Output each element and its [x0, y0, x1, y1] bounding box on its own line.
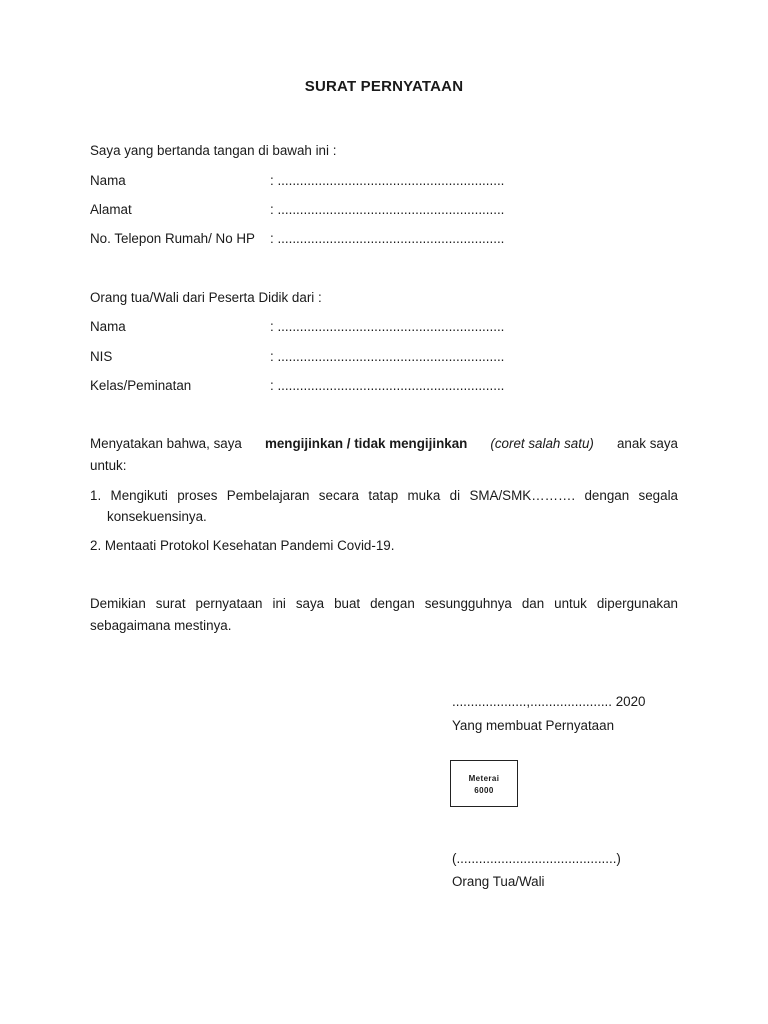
item-2-line-1: 2. Mentaati Protokol Kesehatan Pandemi Covid-19.	[90, 538, 395, 553]
student-nis-value: : .............................................................	[270, 349, 505, 364]
closing-line-1: Demikian surat pernyataan ini saya buat dengan sesungguhnya dan untuk dipergunakan	[90, 596, 678, 611]
student-nis-label: NIS	[90, 349, 113, 364]
statement-prefix: Menyatakan bahwa, saya	[90, 436, 242, 451]
list-item	[90, 535, 678, 556]
statement-line-1	[90, 433, 678, 455]
signer-name-value: : .............................................................	[270, 173, 505, 188]
student-intro-text: Orang tua/Wali dari Peserta Didik dari :	[90, 290, 322, 305]
signer-address-value: : .............................................................	[270, 202, 505, 217]
signer-name-label: Nama	[90, 173, 126, 188]
intro-text: Saya yang bertanda tangan di bawah ini :	[90, 143, 337, 158]
student-class-value: : .............................................................	[270, 378, 505, 393]
student-class-label: Kelas/Peminatan	[90, 378, 192, 393]
statement-paragraph	[90, 433, 678, 477]
stamp-value: 6000	[474, 786, 494, 795]
signer-phone-value: : .............................................................	[270, 231, 505, 246]
statement-suffix: anak saya	[616, 436, 678, 451]
stamp-label: Meterai	[468, 774, 500, 783]
closing-line-2: sebagaimana mestinya.	[90, 618, 232, 633]
signature-role: Orang Tua/Wali	[452, 874, 545, 889]
statement-choice: mengijinkan / tidak mengijinkan	[264, 436, 468, 451]
signer-address-label: Alamat	[90, 202, 132, 217]
signature-date-line: ....................,...................... 2020	[452, 694, 646, 709]
statement-line-2: untuk:	[90, 458, 127, 473]
list-item	[90, 485, 678, 527]
item-1-line-1: 1. Mengikuti proses Pembelajaran secara tatap muka di SMA/SMK………. dengan segala	[90, 488, 678, 503]
closing-paragraph	[90, 593, 678, 637]
item-1-line-2: konsekuensinya.	[107, 509, 207, 524]
student-name-value: : .............................................................	[270, 319, 505, 334]
page-title: SURAT PERNYATAAN	[304, 78, 464, 95]
signer-phone-label: No. Telepon Rumah/ No HP	[90, 231, 255, 246]
signature-made-by: Yang membuat Pernyataan	[452, 718, 615, 733]
student-name-label: Nama	[90, 319, 126, 334]
statement-note: (coret salah satu)	[490, 436, 594, 451]
signature-name-line: (...........................................)	[452, 851, 621, 866]
revenue-stamp-box	[450, 760, 518, 807]
